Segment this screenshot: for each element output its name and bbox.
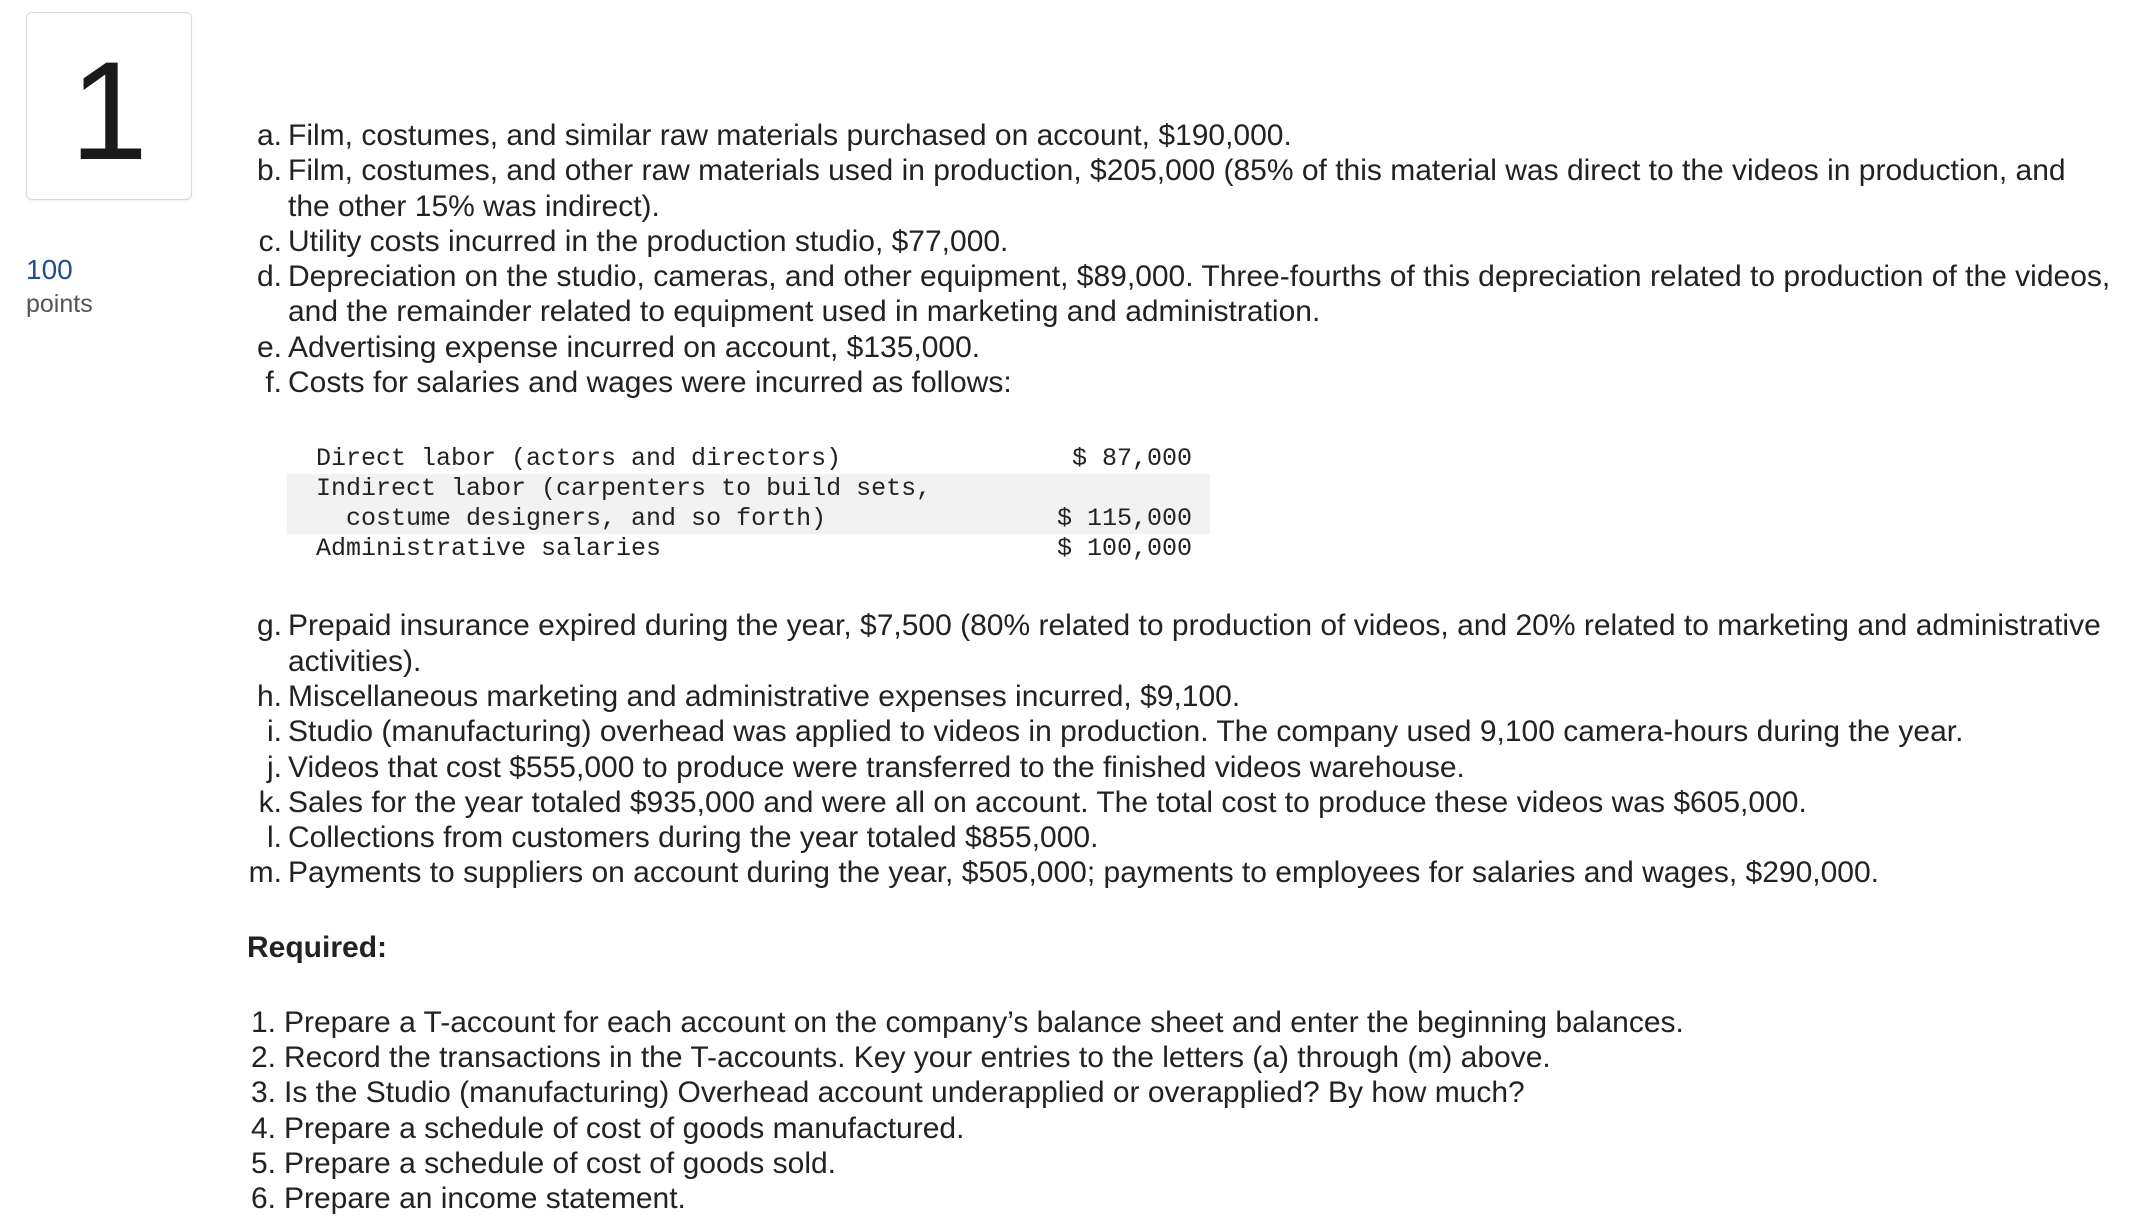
item-letter: a.	[256, 119, 282, 152]
item-letter: d.	[256, 260, 282, 294]
item-letter: i.	[267, 715, 282, 749]
transaction-item	[244, 855, 2114, 890]
item-text: Utility costs incurred in the production studio, $77,000.	[288, 224, 1009, 258]
transaction-item	[244, 118, 2114, 153]
step-text: Prepare a schedule of cost of goods manufactured.	[284, 1111, 965, 1145]
transaction-item	[244, 330, 2114, 365]
step-number: 5.	[250, 1146, 276, 1180]
required-step	[244, 1146, 2114, 1181]
item-letter: g.	[256, 609, 282, 643]
step-number: 3.	[250, 1076, 276, 1110]
step-number: 1.	[250, 1005, 276, 1039]
step-text: Record the transactions in the T-accounts. Key your entries to the letters (a) through (m) above.	[284, 1041, 1551, 1075]
item-text: Film, costumes, and similar raw materials purchased on account, $190,000.	[288, 119, 1292, 152]
step-text: Is the Studio (manufacturing) Overhead account underapplied or overapplied? By how much?	[284, 1076, 1525, 1110]
item-text: Studio (manufacturing) overhead was applied to videos in production. The company used 9,100 camera-hours during the year.	[288, 715, 1964, 749]
question-content	[244, 118, 2114, 1217]
table-row	[287, 534, 1210, 564]
item-letter: l.	[267, 821, 282, 855]
item-text: Prepaid insurance expired during the year, $7,500 (80% related to production of videos, and 20% related to marketing and administrative activities).	[288, 609, 2101, 678]
item-letter: b.	[256, 154, 282, 188]
table-row	[287, 444, 1210, 474]
item-letter: e.	[256, 330, 282, 364]
step-number: 4.	[250, 1111, 276, 1145]
transaction-item	[244, 153, 2114, 224]
transaction-item	[244, 679, 2114, 714]
transactions-list-1	[244, 118, 2114, 400]
required-heading: Required:	[247, 930, 388, 964]
item-letter: f.	[265, 366, 282, 400]
required-steps-list	[244, 1005, 2114, 1217]
labor-amount: $ 115,000	[1011, 504, 1210, 534]
transaction-item	[244, 750, 2114, 785]
item-text: Costs for salaries and wages were incurred as follows:	[288, 366, 1012, 400]
labor-label: Administrative salaries	[316, 534, 662, 564]
required-step	[244, 1040, 2114, 1075]
item-text: Sales for the year totaled $935,000 and were all on account. The total cost to produce these videos was $605,000.	[288, 785, 1807, 819]
step-text: Prepare a schedule of cost of goods sold.	[284, 1146, 837, 1180]
transaction-item	[244, 820, 2114, 855]
step-number: 6.	[250, 1182, 276, 1216]
item-letter: j.	[267, 750, 282, 784]
labor-label: costume designers, and so forth)	[287, 504, 1011, 534]
labor-cost-table	[287, 444, 1210, 564]
labor-label: Direct labor (actors and directors)	[316, 444, 842, 474]
transaction-item	[244, 259, 2114, 330]
labor-amount: $ 100,000	[1056, 534, 1192, 564]
labor-amount	[1011, 474, 1210, 504]
labor-amount: $ 87,000	[1071, 444, 1192, 474]
step-number: 2.	[250, 1041, 276, 1075]
required-step	[244, 1181, 2114, 1216]
item-text: Collections from customers during the year totaled $855,000.	[288, 821, 1099, 855]
transaction-item	[244, 714, 2114, 749]
item-text: Payments to suppliers on account during the year, $505,000; payments to employees for salaries and wages, $290,000.	[288, 856, 1879, 890]
item-letter: h.	[256, 679, 282, 713]
item-text: Miscellaneous marketing and administrative expenses incurred, $9,100.	[288, 679, 1241, 713]
transaction-item	[244, 224, 2114, 259]
step-text: Prepare a T-account for each account on the company’s balance sheet and enter the beginning balances.	[284, 1005, 1684, 1039]
required-step	[244, 1075, 2114, 1110]
item-text: Depreciation on the studio, cameras, and other equipment, $89,000. Three-fourths of this depreciation related to production of the videos, and the remainder related to equipment used in marketing and administration.	[288, 260, 2111, 329]
item-letter: c.	[258, 224, 282, 258]
required-step	[244, 1111, 2114, 1146]
points-label: points	[26, 290, 93, 318]
item-letter: m.	[248, 856, 282, 890]
item-text: Advertising expense incurred on account, $135,000.	[288, 330, 981, 364]
required-step	[244, 1005, 2114, 1040]
transaction-item	[244, 608, 2114, 679]
labor-label: Indirect labor (carpenters to build sets,	[287, 474, 1011, 504]
step-text: Prepare an income statement.	[284, 1182, 686, 1216]
transactions-list-2	[244, 608, 2114, 890]
table-row	[287, 474, 1210, 504]
points-value: 100	[26, 254, 73, 285]
transaction-item	[244, 785, 2114, 820]
transaction-item	[244, 365, 2114, 400]
table-row	[287, 504, 1210, 534]
item-letter: k.	[258, 785, 282, 819]
item-text: Film, costumes, and other raw materials used in production, $205,000 (85% of this material was direct to the videos in production, and the other 15% was indirect).	[288, 154, 2066, 223]
item-text: Videos that cost $555,000 to produce were transferred to the finished videos warehouse.	[288, 750, 1465, 784]
question-number: 1	[70, 32, 148, 189]
question-number-box	[26, 12, 192, 200]
